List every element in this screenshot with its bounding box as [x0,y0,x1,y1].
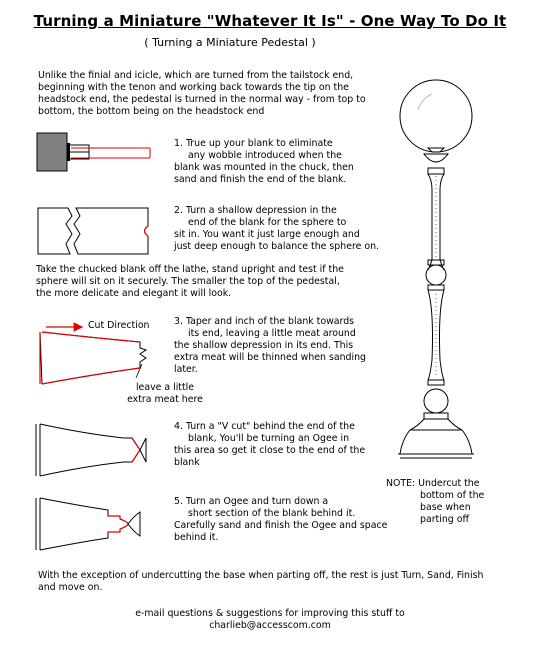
step1-figure [36,132,156,182]
meat-label [110,382,220,406]
base-note-line: NOTE: Undercut the [386,478,480,489]
middle-bead [426,265,446,285]
base-note [386,478,496,526]
step-number: 1. [174,138,183,149]
step-number: 4. [174,421,183,432]
step4-text [174,421,394,469]
jaw-edge [67,143,70,161]
meat-line: leave a little [135,382,195,393]
step4-figure [36,420,166,480]
cup [424,154,448,162]
taper-cut [42,332,140,342]
step-line: the shallow depression in its end. This [174,340,354,351]
pedestal-illustration [388,80,498,480]
step-number: 3. [174,316,183,327]
step-line: blank [174,457,200,468]
base-note-line: parting off [420,514,469,525]
step-line: short section of the blank behind it. [188,508,356,519]
step-line: extra meat will be thinned when sanding [174,352,366,363]
ogee-cut [108,516,128,532]
step-line: True up your blank to eliminate [185,138,333,149]
step-line: Carefully sand and finish the Ogee and space [174,520,388,531]
note-line: sphere will sit on it securely. The smaller the top of the pedestal, [36,276,340,287]
step-line: sand and finish the end of the blank. [174,174,347,185]
step2-text [174,205,394,253]
cut-direction-label: Cut Direction [88,320,150,331]
base-note-line: base when [420,502,471,513]
closing-line: With the exception of undercutting the base when parting off, the rest is just Turn, Sand, Finish [38,570,484,581]
step-number: 5. [174,496,183,507]
email-link[interactable]: charlieb@accesscom.com [209,620,331,631]
step2-figure [36,206,156,258]
step-line: Turn a shallow depression in the [185,205,337,216]
step-line: blank, You'll be turning an Ogee in [188,433,350,444]
step-line: sit in. You want it just large enough and [174,229,360,240]
step5-text [174,496,404,544]
note-line: the more delicate and elegant it will look. [36,288,232,299]
chuck-body [37,133,67,171]
step5-figure [36,494,166,554]
intro-line: Unlike the finial and icicle, which are turned from the tailstock end, [38,70,354,81]
sphere [400,80,472,152]
meat-pointer [136,364,142,378]
intro-line: headstock end, the pedestal is turned in the normal way - from top to [38,94,366,105]
step-number: 2. [174,205,183,216]
v-cut [132,438,140,462]
intro-line: beginning with the tenon and working back towards the tip on the [38,82,349,93]
base [400,430,472,454]
depression-cut [145,226,149,236]
closing-text [38,570,518,594]
closing-line: and move on. [38,582,103,593]
step-line: later. [174,364,198,375]
base-note-line: bottom of the [420,490,485,501]
step-line: any wobble introduced when the [188,150,342,161]
step-line: end of the blank for the sphere to [188,217,347,228]
step-line: this area so get it close to the end of the [174,445,366,456]
step-line: its end, leaving a little meat around [188,328,356,339]
footer [0,608,540,632]
footer-line: e-mail questions & suggestions for improving this stuff to [135,608,405,619]
step3-text [174,316,394,376]
step-line: Turn a "V cut" behind the end of the [185,421,355,432]
step-line: Turn an Ogee and turn down a [185,496,329,507]
page-title: Turning a Miniature "Whatever It Is" - One Way To Do It [33,12,507,30]
step1-text [174,138,384,186]
step-line: blank was mounted in the chuck, then [174,162,354,173]
step-line: behind it. [174,532,219,543]
step-line: just deep enough to balance the sphere on. [174,241,380,252]
intro-text [38,70,378,118]
test-note [36,264,386,300]
lower-bead [424,389,448,413]
note-line: Take the chucked blank off the lathe, stand upright and test if the [36,264,344,275]
page-subtitle: ( Turning a Miniature Pedestal ) [144,36,316,49]
intro-line: bottom, the bottom being on the headstock end [38,106,265,117]
meat-line: extra meat here [127,394,203,405]
step-line: Taper and inch of the blank towards [185,316,355,327]
